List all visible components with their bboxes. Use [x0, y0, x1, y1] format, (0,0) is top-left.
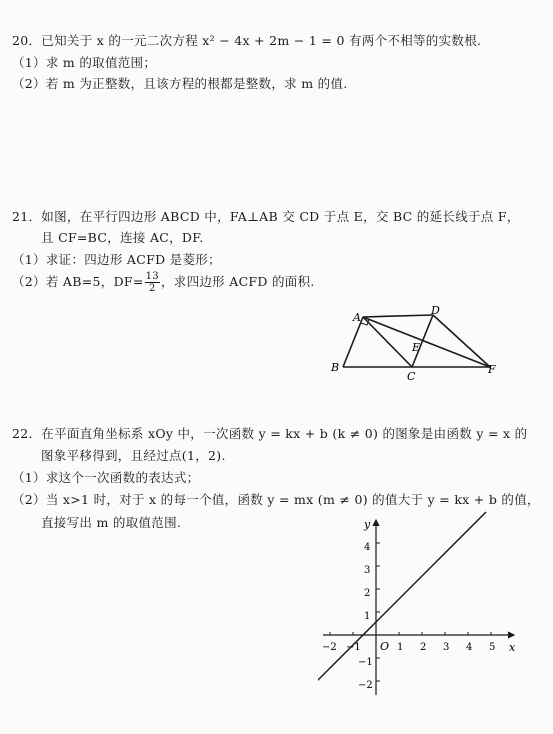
y-tick-neg1: −1 [358, 657, 373, 668]
parallelogram-figure [325, 305, 505, 385]
q22-stem-cont: 图象平移得到，且经过点(1，2). [41, 448, 226, 463]
q21-part2 [12, 271, 315, 294]
x-tick-neg1: −1 [346, 642, 361, 653]
segment-ac [363, 317, 412, 367]
y-tick-neg2: −2 [358, 680, 373, 691]
q22-part1: （1）求这个一次函数的表达式； [12, 470, 200, 485]
x-tick-2: 2 [420, 642, 427, 653]
q20-stem: 20．已知关于 x 的一元二次方程 x² − 4x + 2m − 1 = 0 有两个不相等的实数根. [12, 33, 482, 48]
q21-stem-cont: 且 CF=BC，连接 AC，DF. [41, 230, 204, 245]
q20-part2: （2）若 m 为正整数，且该方程的根都是整数，求 m 的值. [12, 76, 348, 91]
origin-label: O [380, 640, 390, 653]
segment-ad [363, 315, 433, 317]
q21-part2-pre: （2）若 AB=5，DF= [12, 274, 144, 289]
q22-part2: （2）当 x>1 时，对于 x 的每一个值，函数 y = mx (m ≠ 0) 的值大于 y = kx + b 的值， [12, 492, 540, 507]
q20-part1: （1）求 m 的取值范围； [12, 55, 157, 70]
label-e: E [412, 341, 421, 354]
q21-stem: 21．如图，在平行四边形 ABCD 中，FA⊥AB 交 CD 于点 E，交 BC 的延长线于点 F， [12, 209, 520, 224]
y-tick-2: 2 [364, 588, 371, 599]
x-tick-5: 5 [489, 642, 496, 653]
segment-ab [343, 317, 363, 367]
label-d: D [431, 305, 440, 317]
q22-stem: 22．在平面直角坐标系 xOy 中，一次函数 y = kx + b (k ≠ 0) 的图象是由函数 y = x 的 [12, 426, 528, 441]
df-fraction [145, 271, 160, 294]
x-tick-neg2: −2 [322, 642, 337, 653]
coordinate-graph [318, 510, 523, 700]
label-b: B [331, 361, 340, 374]
label-a: A [353, 311, 361, 324]
y-tick-4: 4 [364, 542, 371, 553]
df-numerator: 13 [145, 271, 159, 282]
df-denominator: 2 [148, 283, 156, 294]
segment-af [363, 317, 490, 367]
q21-part2-post: ，求四边形 ACFD 的面积. [160, 274, 315, 289]
function-line [318, 512, 486, 696]
x-tick-4: 4 [466, 642, 473, 653]
q22-part2-cont: 直接写出 m 的取值范围. [41, 515, 182, 530]
y-tick-1: 1 [364, 611, 371, 622]
x-tick-3: 3 [443, 642, 450, 653]
x-tick-1: 1 [397, 642, 404, 653]
label-f: F [488, 363, 496, 376]
q21-part1: （1）求证：四边形 ACFD 是菱形； [12, 252, 221, 267]
x-axis-label: x [509, 641, 516, 654]
segment-df [433, 315, 490, 367]
label-c: C [407, 370, 416, 383]
y-axis-label: y [364, 518, 371, 531]
y-tick-3: 3 [364, 565, 371, 576]
